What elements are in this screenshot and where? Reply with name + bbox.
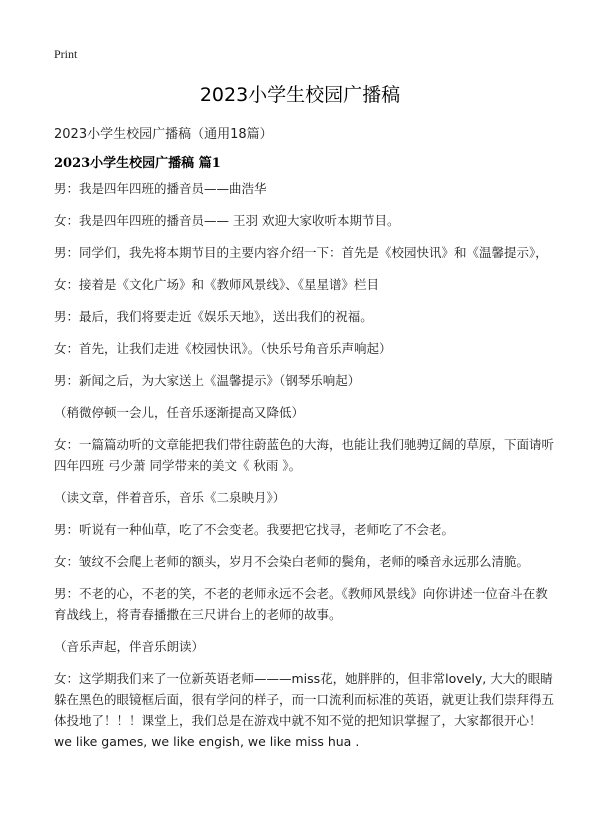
paragraph: 男：听说有一种仙草，吃了不会变老。我要把它找寻，老师吃了不会老。 (54, 522, 455, 537)
paragraph: 男：同学们，我先将本期节目的主要内容介绍一下：首先是《校园快讯》和《温馨提示》， (54, 245, 548, 260)
paragraph: 女：接着是《文化广场》和《教师风景线》、《星星谱》栏目 (54, 277, 380, 292)
document-title: 2023小学生校园广播稿 (199, 84, 401, 106)
paragraph: 男：最后，我们将要走近《娱乐天地》，送出我们的祝福。 (54, 309, 373, 324)
paragraph-list (54, 178, 554, 763)
paragraph: 女：我是四年四班的播音员—— 王羽 欢迎大家收听本期节目。 (54, 213, 400, 228)
section-heading: 2023小学生校园广播稿 篇1 (54, 156, 221, 171)
paragraph: （音乐声起，伴音乐朗读） (54, 639, 205, 654)
paragraph: 男：不老的心，不老的笑，不老的老师永远不会老。《教师风景线》向你讲述一位奋斗在教育战线上，将青春播撒在三尺讲台上的老师的故事。 (54, 586, 548, 622)
paragraph: 女：首先，让我们走进《校园快讯》。（快乐号角音乐声响起） (54, 341, 392, 356)
paragraph: （读文章，伴着音乐，音乐《二泉映月》） (54, 490, 286, 505)
paragraph: （稍微停顿一会儿，任音乐逐渐提高又降低） (54, 405, 305, 420)
document-subtitle: 2023小学生校园广播稿（通用18篇） (54, 127, 273, 142)
paragraph: 女：一篇篇动听的文章能把我们带往蔚蓝色的大海，也能让我们驰骋辽阔的草原，下面请听四年四班 弓少萧 同学带来的美文《 秋雨 》。 (54, 437, 555, 473)
paragraph: 女：皱纹不会爬上老师的额头，岁月不会染白老师的鬓角，老师的嗓音永远那么清脆。 (54, 554, 530, 569)
paragraph: 男：我是四年四班的播音员——曲浩华 (54, 181, 267, 196)
paragraph: 男：新闻之后，为大家送上《温馨提示》（钢琴乐响起） (54, 373, 361, 388)
print-link[interactable]: Print (54, 47, 78, 61)
paragraph: 女：这学期我们来了一位新英语老师———miss花，她胖胖的，但非常lovely, 大大的眼睛躲在黑色的眼镜框后面，很有学问的样子，而一口流利而标准的英语，就更让我们崇拜得五体投地了！！！课堂上，我们总是在游戏中就不知不觉的把知识掌握了，大家都很开心！ we like games, we like engish, we like miss hua . (54, 671, 555, 749)
